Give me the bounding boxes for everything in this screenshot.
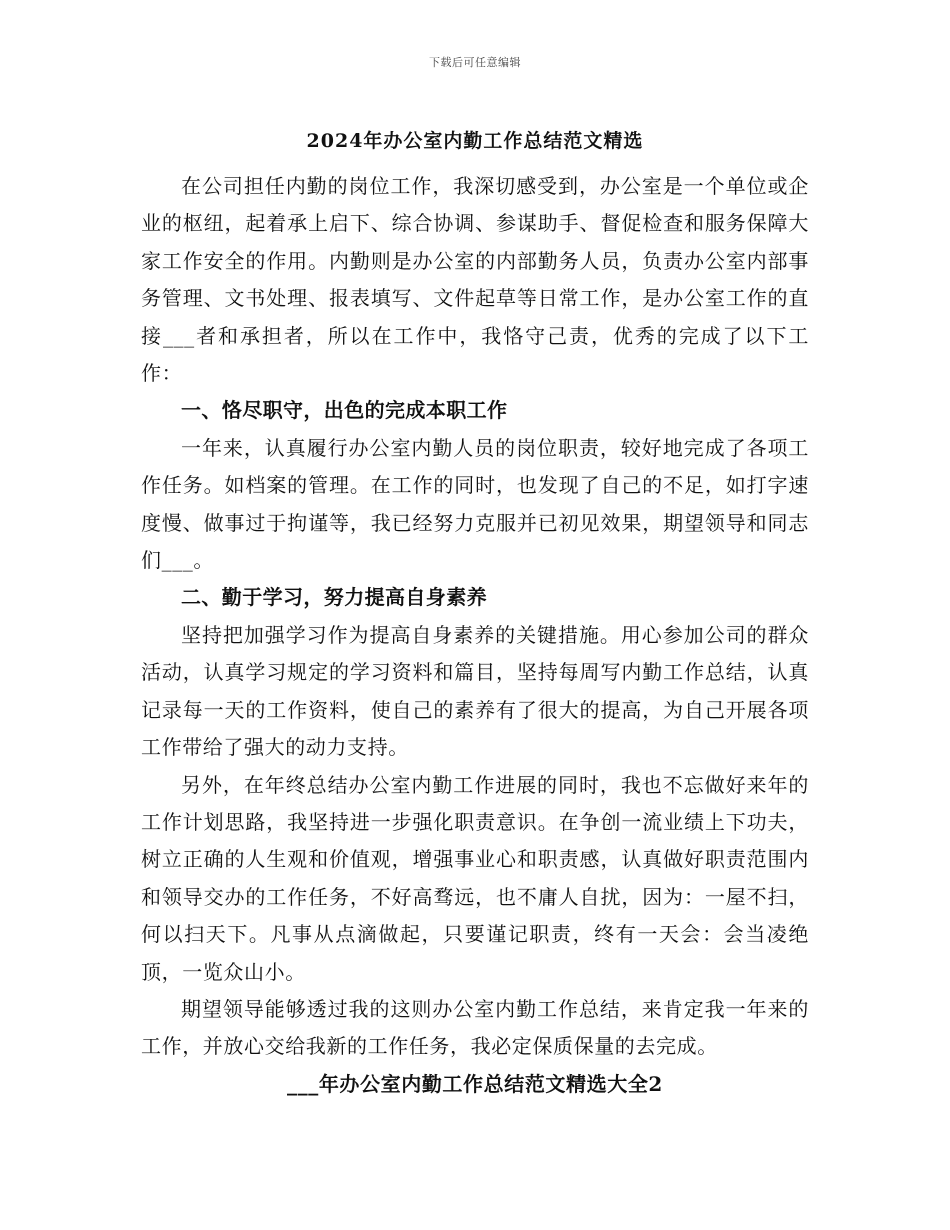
section-heading-2: 二、勤于学习，努力提高自身素养	[181, 585, 487, 610]
paragraph-section-1: 一年来，认真履行办公室内勤人员的岗位职责，较好地完成了各项工作任务。如档案的管理。在工作的同时，也发现了自己的不足，如打字速度慢、做事过于拘谨等，我已经努力克服并已初见效果，期望领导和同志们___。	[141, 435, 809, 573]
document-title: 2024年办公室内勤工作总结范文精选	[306, 130, 644, 152]
paragraph-section-2: 坚持把加强学习作为提高自身素养的关键措施。用心参加公司的群众活动，认真学习规定的学习资料和篇目，坚持每周写内勤工作总结，认真记录每一天的工作资料，使自己的素养有了很大的提高，为自己开展各项工作带给了强大的动力支持。	[141, 622, 809, 760]
next-article-title: ___年办公室内勤工作总结范文精选大全2	[287, 1071, 663, 1096]
section-heading-1: 一、恪尽职守，出色的完成本职工作	[181, 398, 508, 423]
paragraph-outlook: 另外，在年终总结办公室内勤工作进展的同时，我也不忘做好来年的工作计划思路，我坚持进一步强化职责意识。在争创一流业绩上下功夫，树立正确的人生观和价值观，增强事业心和职责感，认真做好职责范围内和领导交办的工作任务，不好高骛远，也不庸人自扰，因为：一屋不扫，何以扫天下。凡事从点滴做起，只要谨记职责，终有一天会：会当凌绝顶，一览众山小。	[141, 772, 809, 984]
paragraph-closing: 期望领导能够透过我的这则办公室内勤工作总结，来肯定我一年来的工作，并放心交给我新的工作任务，我必定保质保量的去完成。	[141, 996, 809, 1059]
paragraph-intro: 在公司担任内勤的岗位工作，我深切感受到，办公室是一个单位或企业的枢纽，起着承上启下、综合协调、参谋助手、督促检查和服务保障大家工作安全的作用。内勤则是办公室的内部勤务人员，负责办公室内部事务管理、文书处理、报表填写、文件起草等日常工作，是办公室工作的直接___者和承担者，所以在工作中，我恪守己责，优秀的完成了以下工作：	[141, 174, 809, 386]
document-body	[141, 168, 809, 1103]
header-note: 下载后可任意编辑	[429, 56, 521, 69]
